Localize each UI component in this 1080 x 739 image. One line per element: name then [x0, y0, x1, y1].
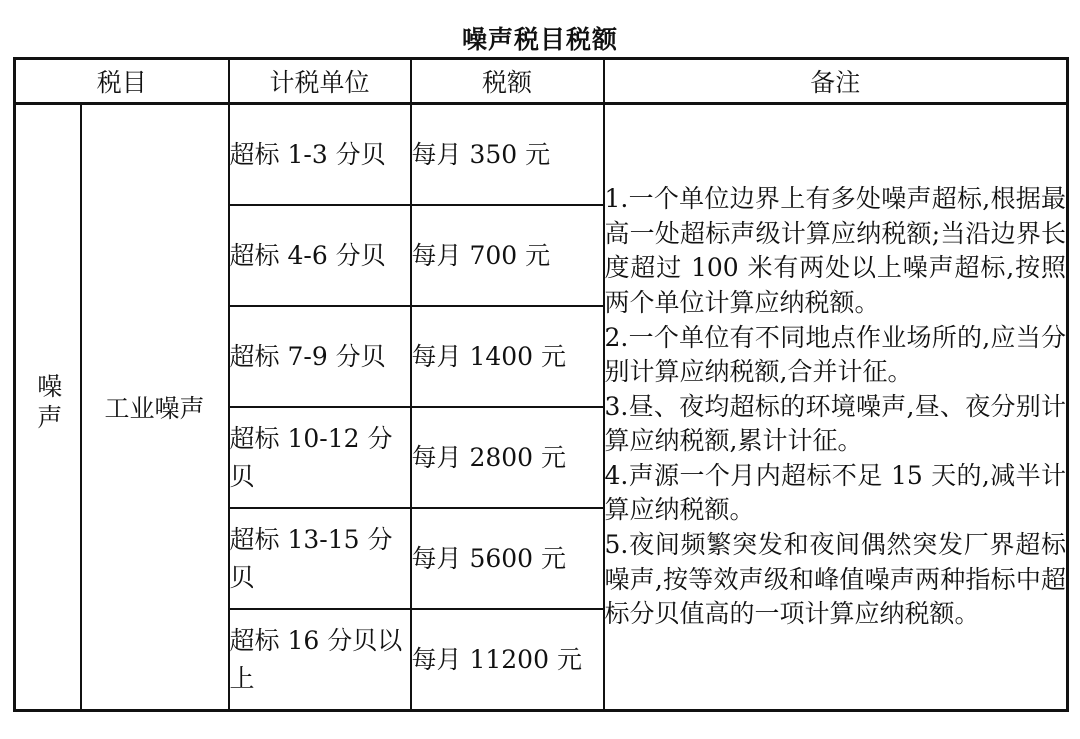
unit-cell: 超标 16 分贝以上 [229, 609, 411, 711]
header-unit: 计税单位 [229, 59, 411, 104]
unit-cell: 超标 10-12 分贝 [229, 407, 411, 508]
note-item: 5.夜间频繁突发和夜间偶然突发厂界超标噪声,按等效声级和峰值噪声两种指标中超标分贝值高的一项计算应纳税额。 [604, 530, 1067, 629]
category-cell [15, 104, 81, 711]
header-row [15, 59, 1068, 104]
note-item: 4.声源一个月内超标不足 15 天的,减半计算应纳税额。 [604, 460, 1067, 525]
subcategory-label: 工业噪声 [104, 394, 205, 423]
header-notes: 备注 [604, 59, 1068, 104]
table-title: 噪声税目税额 [461, 25, 618, 54]
unit-cell: 超标 1-3 分贝 [229, 104, 411, 206]
amount-cell: 每月 5600 元 [411, 508, 604, 609]
note-item: 3.昼、夜均超标的环境噪声,昼、夜分别计算应纳税额,累计计征。 [604, 391, 1067, 456]
unit-cell: 超标 4-6 分贝 [229, 205, 411, 306]
header-item: 税目 [15, 59, 229, 104]
noise-tax-table [13, 57, 1069, 712]
amount-cell: 每月 700 元 [411, 205, 604, 306]
category-label: 噪声 [33, 373, 63, 435]
note-item: 1.一个单位边界上有多处噪声超标,根据最高一处超标声级计算应纳税额;当沿边界长度超过 100 米有两处以上噪声超标,按照两个单位计算应纳税额。 [604, 184, 1067, 317]
amount-cell: 每月 2800 元 [411, 407, 604, 508]
amount-cell: 每月 1400 元 [411, 306, 604, 407]
unit-cell: 超标 7-9 分贝 [229, 306, 411, 407]
note-item: 2.一个单位有不同地点作业场所的,应当分别计算应纳税额,合并计征。 [604, 322, 1067, 387]
subcategory-cell [81, 104, 229, 711]
amount-cell: 每月 350 元 [411, 104, 604, 206]
header-amount: 税额 [411, 59, 604, 104]
notes-cell [604, 104, 1068, 711]
unit-cell: 超标 13-15 分贝 [229, 508, 411, 609]
amount-cell: 每月 11200 元 [411, 609, 604, 711]
table-row [15, 104, 1068, 206]
